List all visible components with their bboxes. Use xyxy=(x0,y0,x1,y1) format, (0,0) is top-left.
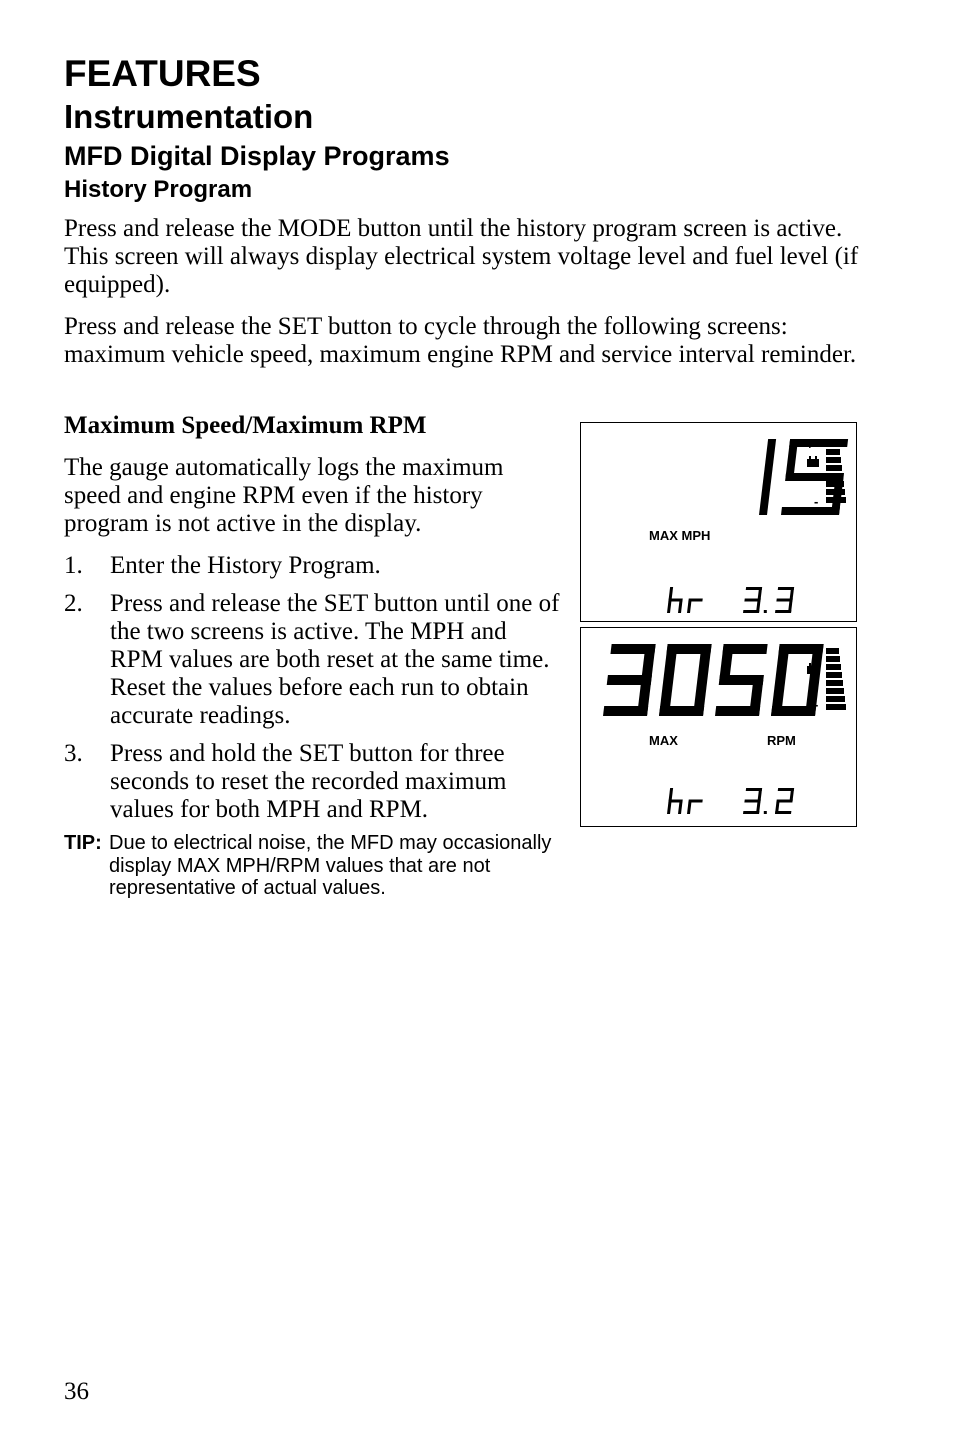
lcd-segment xyxy=(603,706,648,716)
lcd-segment xyxy=(775,610,791,613)
lcd-display-max-mph xyxy=(580,422,857,622)
lcd-segment xyxy=(688,599,702,602)
level-bar-gauge xyxy=(826,648,846,710)
lcd-segment xyxy=(667,801,672,814)
page-number: 36 xyxy=(64,1378,89,1405)
lcd-segment xyxy=(786,439,799,477)
step-item xyxy=(64,740,564,824)
lcd-hour-value xyxy=(743,788,794,814)
topic-title: MFD Digital Display Programs xyxy=(64,141,450,171)
lcd-main-reading xyxy=(603,644,824,716)
lcd-segment xyxy=(719,644,733,680)
battery-minus-label: - xyxy=(814,697,819,712)
lcd-segment xyxy=(743,610,759,613)
lcd-segment xyxy=(775,644,789,680)
lcd-decimal-point xyxy=(764,811,767,814)
lcd-segment xyxy=(789,439,848,447)
max-mph-label: MAX MPH xyxy=(649,528,711,543)
step-text: Press and hold the SET button for three seconds to reset the recorded maximum values for both MPH and RPM. xyxy=(110,740,507,823)
lcd-graphic xyxy=(581,628,858,828)
lcd-graphic xyxy=(581,423,858,623)
max-section-heading: Maximum Speed/Maximum RPM xyxy=(64,412,427,439)
lcd-segment xyxy=(607,675,652,685)
lcd-segment xyxy=(687,600,692,613)
lcd-segment xyxy=(719,675,764,685)
step-text: Enter the History Program. xyxy=(110,552,381,579)
step-item xyxy=(64,552,564,580)
subtopic-title: History Program xyxy=(64,176,253,203)
steps-list xyxy=(64,552,564,834)
lcd-hour-prefix xyxy=(667,587,703,613)
lcd-segment xyxy=(667,600,672,613)
intro-paragraph-mode: Press and release the MODE button until the history program screen is active. This screen will always display electrical system voltage level and fuel level (if equipped). xyxy=(64,215,859,298)
step-number: 2. xyxy=(64,590,83,617)
max-label: MAX xyxy=(649,733,678,748)
lcd-decimal-point xyxy=(764,610,767,613)
lcd-segment xyxy=(669,587,674,600)
lcd-hour-value xyxy=(743,587,794,613)
lcd-display-max-rpm xyxy=(580,627,857,827)
intro-paragraph-set: Press and release the SET button to cycle through the following screens: maximum vehicle speed, maximum engine RPM and service interval reminder. xyxy=(64,313,857,368)
tip-label: TIP: xyxy=(64,832,102,854)
battery-plus-label: + xyxy=(806,640,814,655)
step-text: Press and release the SET button until one of the two screens is active. The MPH and RPM values are both reset at the same time. Reset the values before each run to obtain accurate readings. xyxy=(110,590,560,729)
lcd-segment xyxy=(744,800,760,803)
step-item xyxy=(64,590,564,730)
level-bar-gauge xyxy=(826,441,846,503)
lcd-segment xyxy=(776,599,792,602)
lcd-segment xyxy=(663,644,677,680)
step-number: 1. xyxy=(64,552,83,579)
lcd-segment xyxy=(668,599,682,602)
lcd-hour-prefix xyxy=(667,788,703,814)
lcd-segment xyxy=(715,706,760,716)
lcd-segment xyxy=(764,439,777,477)
rpm-label: RPM xyxy=(767,733,796,748)
lcd-segment xyxy=(759,477,772,515)
subsection-title: Instrumentation xyxy=(64,98,314,135)
max-section-text: The gauge automatically logs the maximum speed and engine RPM even if the history program is not active in the display. xyxy=(64,454,504,537)
lcd-segment xyxy=(669,788,674,801)
section-title: FEATURES xyxy=(64,53,261,94)
battery-plus-label: + xyxy=(806,437,814,452)
battery-minus-label: - xyxy=(814,494,819,509)
lcd-segment xyxy=(668,800,682,803)
lcd-segment xyxy=(678,600,683,613)
lcd-segment xyxy=(776,800,792,803)
lcd-segment xyxy=(688,800,702,803)
lcd-segment xyxy=(744,599,760,602)
tip-note xyxy=(64,832,564,900)
step-number: 3. xyxy=(64,740,83,767)
battery-icon xyxy=(807,456,819,467)
lcd-segment xyxy=(687,801,692,814)
lcd-segment xyxy=(781,507,840,515)
lcd-segment xyxy=(743,811,759,814)
lcd-segment xyxy=(678,801,683,814)
tip-text: Due to electrical noise, the MFD may occasionally display MAX MPH/RPM values that are not representative of actual values. xyxy=(109,832,552,899)
